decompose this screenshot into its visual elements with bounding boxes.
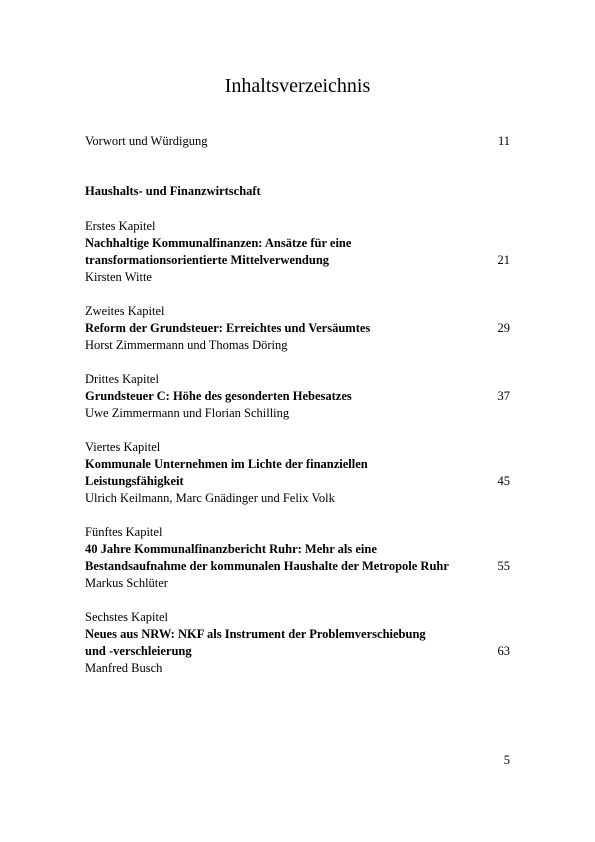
chapter-kicker: Fünftes Kapitel bbox=[85, 525, 163, 539]
page-title: Inhaltsverzeichnis bbox=[224, 75, 371, 97]
chapter-page: 63 bbox=[497, 644, 510, 658]
chapter-kicker: Erstes Kapitel bbox=[85, 219, 156, 233]
chapter-title-line: und -verschleierung bbox=[85, 644, 192, 658]
chapter-title-line: Nachhaltige Kommunalfinanzen: Ansätze für eine bbox=[85, 236, 352, 250]
chapter-author: Manfred Busch bbox=[85, 661, 163, 675]
chapter-title-line: Grundsteuer C: Höhe des gesonderten Hebesatzes bbox=[85, 389, 352, 403]
chapter-author: Horst Zimmermann und Thomas Döring bbox=[85, 338, 288, 352]
chapter-author: Kirsten Witte bbox=[85, 270, 152, 284]
chapter-kicker: Drittes Kapitel bbox=[85, 372, 159, 386]
chapter-page: 21 bbox=[497, 253, 510, 267]
chapter-title-line: Bestandsaufnahme der kommunalen Haushalte der Metropole Ruhr bbox=[85, 559, 449, 573]
chapter-kicker: Sechstes Kapitel bbox=[85, 610, 168, 624]
chapter-title-line: Neues aus NRW: NKF als Instrument der Problemverschiebung bbox=[85, 627, 426, 641]
chapter-title-line: Kommunale Unternehmen im Lichte der finanziellen bbox=[85, 457, 368, 471]
chapter-page: 55 bbox=[497, 559, 510, 573]
chapter-author: Uwe Zimmermann und Florian Schilling bbox=[85, 406, 290, 420]
chapter-title-line: 40 Jahre Kommunalfinanzbericht Ruhr: Mehr als eine bbox=[85, 542, 377, 556]
foreword-page: 11 bbox=[497, 134, 510, 148]
chapter-kicker: Viertes Kapitel bbox=[85, 440, 161, 454]
chapter-title-line: Reform der Grundsteuer: Erreichtes und Versäumtes bbox=[85, 321, 371, 335]
chapter-page: 29 bbox=[497, 321, 510, 335]
chapter-author: Ulrich Keilmann, Marc Gnädinger und Felix Volk bbox=[85, 491, 335, 505]
chapter-title-line: transformationsorientierte Mittelverwendung bbox=[85, 253, 330, 267]
chapter-kicker: Zweites Kapitel bbox=[85, 304, 165, 318]
page-number: 5 bbox=[503, 753, 510, 767]
chapter-author: Markus Schlüter bbox=[85, 576, 168, 590]
chapter-page: 37 bbox=[497, 389, 510, 403]
section-heading: Haushalts- und Finanzwirtschaft bbox=[85, 184, 261, 198]
chapter-title-line: Leistungsfähigkeit bbox=[85, 474, 184, 488]
foreword-label: Vorwort und Würdigung bbox=[85, 134, 208, 148]
chapter-page: 45 bbox=[497, 474, 510, 488]
